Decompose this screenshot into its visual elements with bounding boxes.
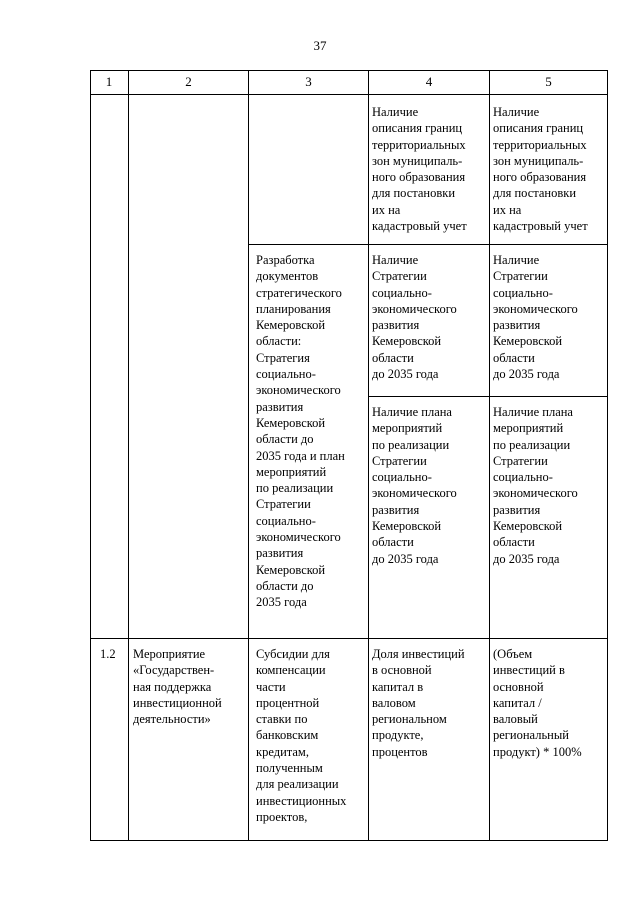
r1-col4-text: Наличие описания границ территориальных зон муниципаль- ного образования для постановки их на кадастровый учет xyxy=(372,105,467,234)
r2-col4b-text: Наличие плана мероприятий по реализации Стратегии социально- экономического развития Кемеровской области до 2035 года xyxy=(372,405,457,566)
r3-col1-text: 1.2 xyxy=(100,647,116,661)
header-col-4: 4 xyxy=(425,74,433,89)
header-col-2: 2 xyxy=(185,74,192,89)
r2-col4a-text: Наличие Стратегии социально- экономического развития Кемеровской области до 2035 года xyxy=(372,253,457,382)
r3-col5-text: (Объем инвестиций в основной капитал / валовый региональный продукт) * 100% xyxy=(493,647,582,759)
col1-right-border xyxy=(128,70,129,841)
row2-bottom-border xyxy=(90,638,608,639)
col3-right-border xyxy=(368,70,369,841)
r1-col5-text: Наличие описания границ территориальных зон муниципаль- ного образования для постановки их на кадастровый учет xyxy=(493,105,588,234)
header-col-5: 5 xyxy=(545,74,552,89)
col4-right-border xyxy=(489,70,490,841)
col2-right-border xyxy=(248,70,249,841)
table-right-border xyxy=(607,70,608,841)
row2a-bottom-border xyxy=(368,396,608,397)
r2-col3-text: Разработка документов стратегического планирования Кемеровской области: Стратегия социально- экономического развития Кемеровской области до 2035 года и план мероприятий по реализации Стратегии социально- экономического развития Кемеровской области до 2035 года xyxy=(256,253,345,610)
r3-col2-text: Мероприятие «Государствен- ная поддержка инвестиционной деятельности» xyxy=(133,647,222,727)
r2-col5a-text: Наличие Стратегии социально- экономического развития Кемеровской области до 2035 года xyxy=(493,253,578,382)
header-col-3: 3 xyxy=(305,74,312,89)
table-left-border xyxy=(90,70,91,841)
header-bottom-border xyxy=(90,94,608,95)
r3-col3-text: Субсидии для компенсации части процентной ставки по банковским кредитам, полученным для реализации инвестиционных проектов, xyxy=(256,647,347,824)
r3-col4-text: Доля инвестиций в основной капитал в валовом региональном продукте, процентов xyxy=(372,647,465,759)
table-bottom-border xyxy=(90,840,608,841)
row1-bottom-border xyxy=(248,244,608,245)
page-number: 37 xyxy=(313,38,327,53)
r2-col5b-text: Наличие плана мероприятий по реализации Стратегии социально- экономического развития Кемеровской области до 2035 года xyxy=(493,405,578,566)
table-top-border xyxy=(90,70,608,71)
header-col-1: 1 xyxy=(105,74,113,89)
